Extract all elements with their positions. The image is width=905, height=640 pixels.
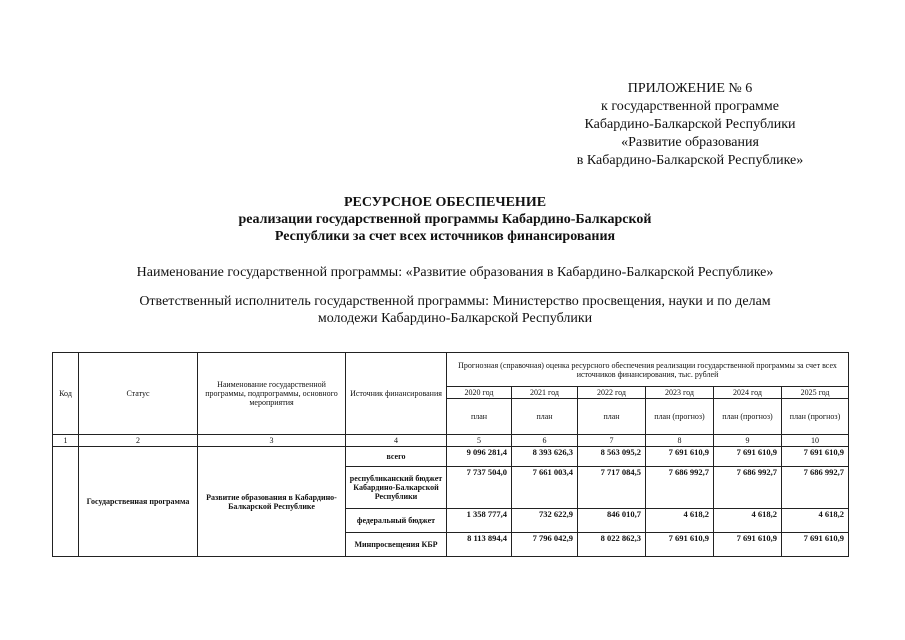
appendix-line: «Развитие образования: [621, 135, 759, 150]
value-cell: 7 691 610,9: [714, 447, 782, 467]
value-cell: 8 022 862,3: [578, 533, 646, 557]
header-year: 2020 год: [447, 387, 512, 399]
header-name: Наименование государственной программы, подпрограммы, основного мероприятия: [198, 353, 346, 435]
title-line: Республики за счет всех источников финансирования: [274, 229, 616, 244]
header-kind: план (прогноз): [646, 399, 714, 435]
value-cell: 4 618,2: [714, 509, 782, 533]
value-cell: 8 113 894,4: [447, 533, 512, 557]
value-cell: 1 358 777,4: [447, 509, 512, 533]
value-cell: 732 622,9: [512, 509, 578, 533]
source-cell: федеральный бюджет: [346, 509, 447, 533]
value-cell: 7 691 610,9: [782, 533, 849, 557]
value-cell: 7 737 504,0: [447, 467, 512, 509]
source-cell: республиканский бюджет Кабардино-Балкарской Республики: [346, 467, 447, 509]
source-cell: всего: [346, 447, 447, 467]
column-number: 4: [346, 435, 447, 447]
header-kind: план (прогноз): [782, 399, 849, 435]
value-cell: 8 393 626,3: [512, 447, 578, 467]
status-cell: Государственная программа: [79, 447, 198, 557]
value-cell: 7 686 992,7: [714, 467, 782, 509]
header-source: Источник финансирования: [346, 353, 447, 435]
header-kind: план: [447, 399, 512, 435]
header-kind: план: [578, 399, 646, 435]
column-number: 9: [714, 435, 782, 447]
header-year: 2023 год: [646, 387, 714, 399]
value-cell: 9 096 281,4: [447, 447, 512, 467]
column-number: 7: [578, 435, 646, 447]
resource-table: [52, 352, 849, 557]
value-cell: 7 717 084,5: [578, 467, 646, 509]
responsible-line: Ответственный исполнитель государственной программы: Министерство просвещения, науки и по делам: [139, 294, 771, 309]
value-cell: 7 691 610,9: [782, 447, 849, 467]
table-row: [53, 447, 849, 467]
program-cell: Развитие образования в Кабардино-Балкарской Республике: [198, 447, 346, 557]
column-number: 3: [198, 435, 346, 447]
document-title: [180, 194, 710, 245]
appendix-header: [560, 80, 820, 170]
program-name: Наименование государственной программы: «Развитие образования в Кабардино-Балкарской Республике»: [136, 265, 774, 280]
header-year: 2025 год: [782, 387, 849, 399]
value-cell: 7 691 610,9: [646, 533, 714, 557]
header-kind: план (прогноз): [714, 399, 782, 435]
value-cell: 7 691 610,9: [714, 533, 782, 557]
responsible-executor: [100, 293, 810, 327]
value-cell: 7 686 992,7: [646, 467, 714, 509]
value-cell: 4 618,2: [646, 509, 714, 533]
appendix-line: в Кабардино-Балкарской Республике»: [576, 153, 804, 168]
column-number: 6: [512, 435, 578, 447]
header-forecast: Прогнозная (справочная) оценка ресурсного обеспечения реализации государственной программы за счет всех источников финансирования, тыс. рублей: [447, 353, 849, 387]
source-cell: Минпросвещения КБР: [346, 533, 447, 557]
value-cell: 7 796 042,9: [512, 533, 578, 557]
appendix-line: к государственной программе: [601, 99, 779, 114]
value-cell: 846 010,7: [578, 509, 646, 533]
title-line: РЕСУРСНОЕ ОБЕСПЕЧЕНИЕ: [343, 195, 547, 210]
header-year: 2024 год: [714, 387, 782, 399]
value-cell: 7 661 003,4: [512, 467, 578, 509]
column-number: 10: [782, 435, 849, 447]
header-status: Статус: [79, 353, 198, 435]
value-cell: 4 618,2: [782, 509, 849, 533]
responsible-line: молодежи Кабардино-Балкарской Республики: [317, 311, 593, 326]
header-year: 2021 год: [512, 387, 578, 399]
code-cell: [53, 447, 79, 557]
appendix-line: Кабардино-Балкарской Республики: [584, 117, 796, 132]
header-code: Код: [53, 353, 79, 435]
column-number: 1: [53, 435, 79, 447]
value-cell: 7 686 992,7: [782, 467, 849, 509]
title-line: реализации государственной программы Кабардино-Балкарской: [238, 212, 652, 227]
value-cell: 8 563 095,2: [578, 447, 646, 467]
appendix-number: ПРИЛОЖЕНИЕ № 6: [627, 81, 753, 96]
column-number: 2: [79, 435, 198, 447]
column-number: 8: [646, 435, 714, 447]
value-cell: 7 691 610,9: [646, 447, 714, 467]
header-kind: план: [512, 399, 578, 435]
column-number: 5: [447, 435, 512, 447]
header-year: 2022 год: [578, 387, 646, 399]
